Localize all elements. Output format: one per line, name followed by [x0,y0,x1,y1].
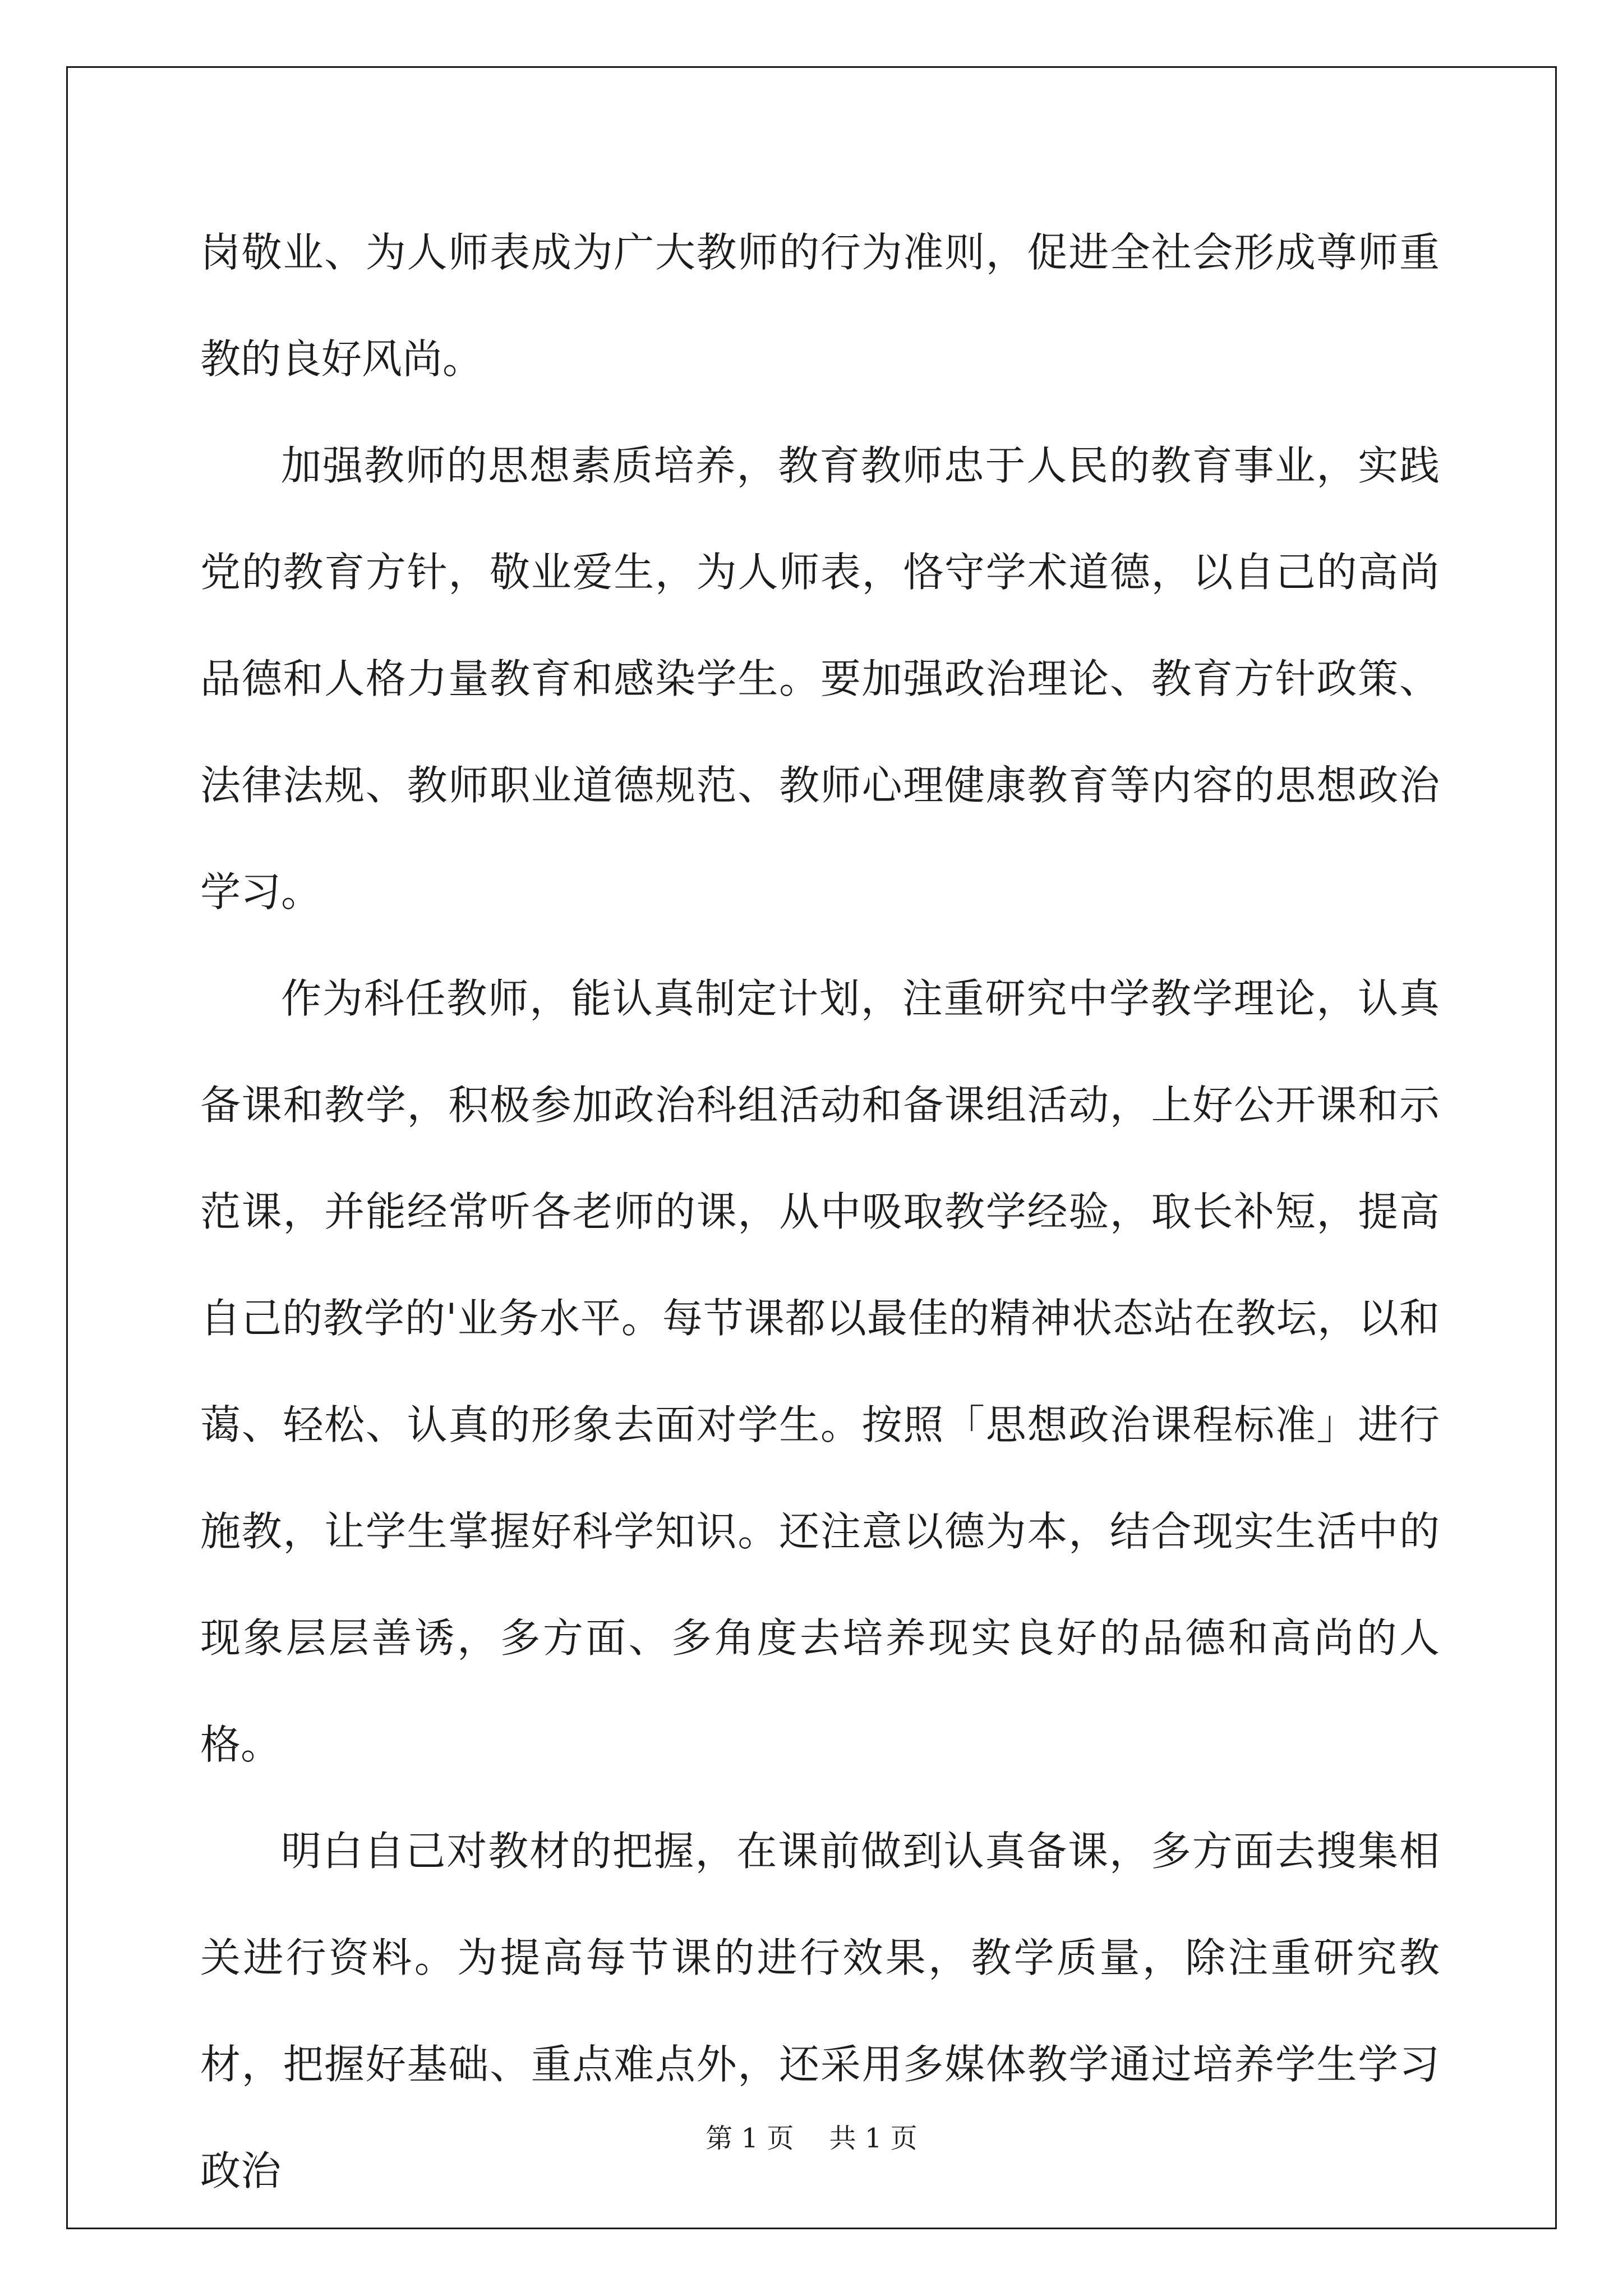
paragraph: 加强教师的思想素质培养，教育教师忠于人民的教育事业，实践党的教育方针，敬业爱生，为人师表，恪守学术道德，以自己的高尚品德和人格力量教育和感染学生。要加强政治理论、教育方针政策、法律法规、教师职业道德规范、教师心理健康教育等内容的思想政治学习。 [200,442,1440,915]
page-total: 共 1 页 [829,2123,917,2154]
paragraph: 作为科任教师，能认真制定计划，注重研究中学教学理论，认真备课和教学，积极参加政治科组活动和备课组活动，上好公开课和示范课，并能经常听各老师的课，从中吸取教学经验，取长补短，提高自己的教学的'业务水平。每节课都以最佳的精神状态站在教坛，以和蔼、轻松、认真的形象去面对学生。按照「思想政治课程标准」进行施教，让学生掌握好科学知识。还注意以德为本，结合现实生活中的现象层层善诱，多方面、多角度去培养现实良好的品德和高尚的人格。 [200,975,1440,1768]
page-number: 第 1 页 [706,2123,794,2154]
paragraph: 明白自己对教材的把握，在课前做到认真备课，多方面去搜集相关进行资料。为提高每节课的进行效果，教学质量，除注重研究教材，把握好基础、重点难点外，还采用多媒体教学通过培养学生学习政治 [200,1828,1440,2194]
page-footer [0,2122,1623,2155]
paragraph: 岗敬业、为人师表成为广大教师的行为准则，促进全社会形成尊师重教的良好风尚。 [200,229,1440,383]
document-body [200,199,1440,2224]
